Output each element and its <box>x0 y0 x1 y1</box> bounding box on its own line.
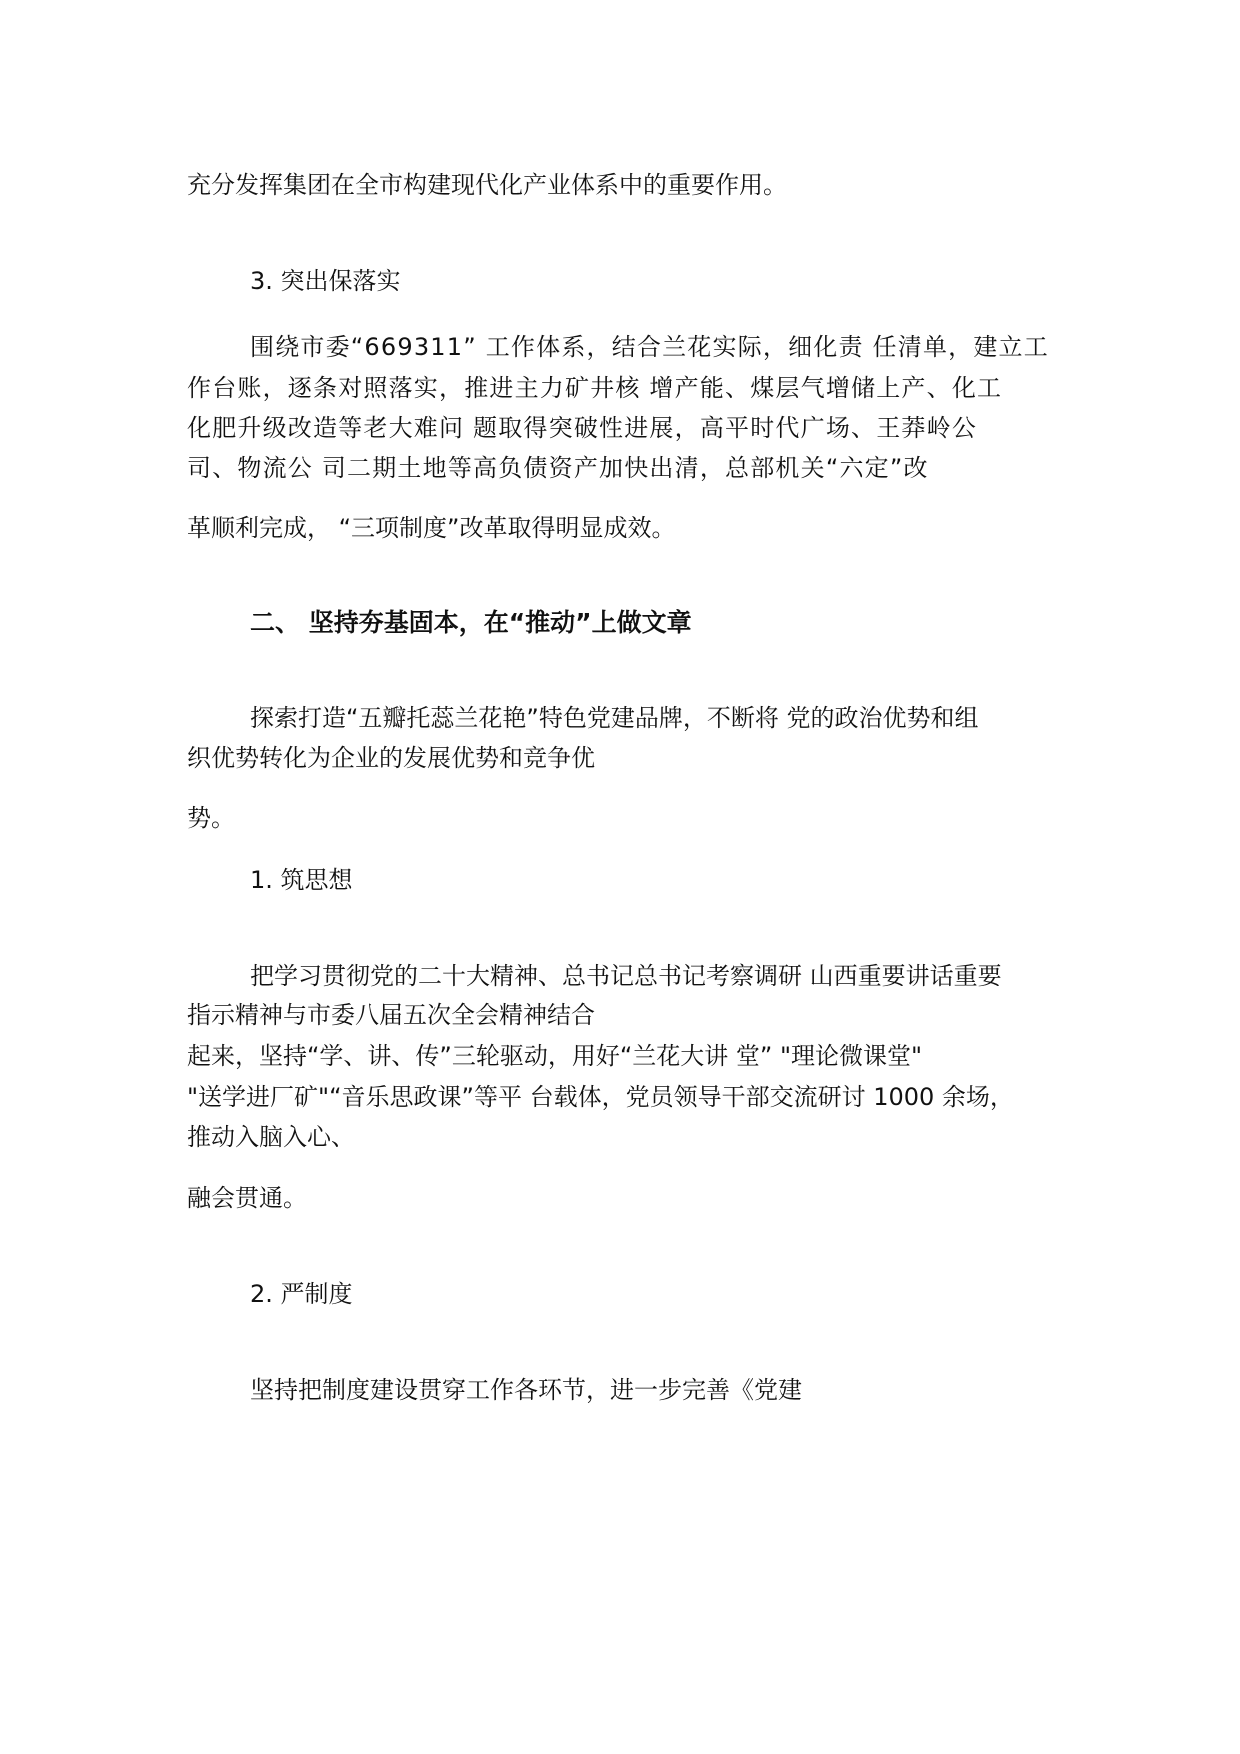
subheading-3: 3. 突出保落实 <box>250 267 401 295</box>
paragraph-line: 围绕市委“669311” 工作体系，结合兰花实际，细化责 任清单，建立工 <box>250 333 1049 361</box>
paragraph-line: 势。 <box>187 804 235 832</box>
section-heading: 二、 坚持夯基固本，在“推动”上做文章 <box>250 608 692 637</box>
paragraph-line: 指示精神与市委八届五次全会精神结合 <box>187 1001 595 1029</box>
subheading-2: 2. 严制度 <box>250 1280 353 1308</box>
paragraph-line: 探索打造“五瓣托蕊兰花艳”特色党建品牌，不断将 党的政治优势和组 <box>250 704 979 732</box>
subheading-1: 1. 筑思想 <box>250 866 353 894</box>
paragraph-line: 化肥升级改造等老大难问 题取得突破性进展，高平时代广场、王莽岭公 <box>187 414 978 442</box>
paragraph-line: 织优势转化为企业的发展优势和竞争优 <box>187 744 595 772</box>
paragraph-line: 起来，坚持“学、讲、传”三轮驱动，用好“兰花大讲 堂” "理论微课堂" <box>187 1042 923 1070</box>
paragraph-line: 把学习贯彻党的二十大精神、总书记总书记考察调研 山西重要讲话重要 <box>250 962 1002 990</box>
paragraph-line: 革顺利完成， “三项制度”改革取得明显成效。 <box>187 514 676 542</box>
paragraph-line: 推动入脑入心、 <box>187 1123 355 1151</box>
paragraph-line: 作台账，逐条对照落实，推进主力矿井核 增产能、煤层气增储上产、化工 <box>187 374 1003 402</box>
paragraph-line: 充分发挥集团在全市构建现代化产业体系中的重要作用。 <box>187 171 787 199</box>
paragraph-line: "送学进厂矿"“音乐思政课”等平 台载体，党员领导干部交流研讨 1000 余场， <box>187 1083 1014 1111</box>
paragraph-line: 司、物流公 司二期土地等高负债资产加快出清，总部机关“六定”改 <box>187 454 929 482</box>
paragraph-line: 融会贯通。 <box>187 1184 307 1212</box>
paragraph-line: 坚持把制度建设贯穿工作各环节，进一步完善《党建 <box>250 1376 802 1404</box>
